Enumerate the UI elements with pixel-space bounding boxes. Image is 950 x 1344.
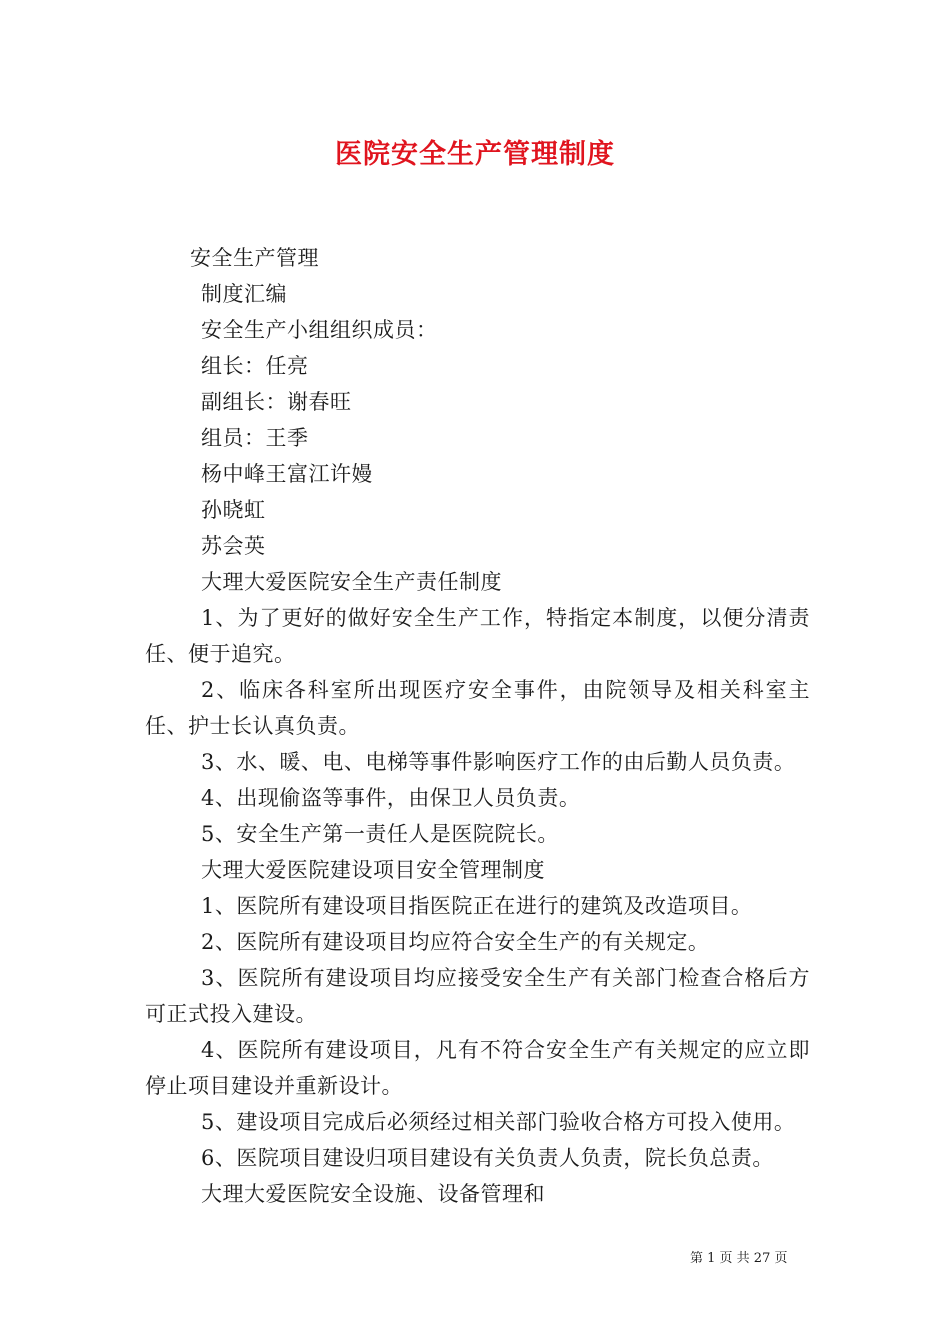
- team-leader: 组长：任亮: [201, 354, 309, 378]
- policy-paragraph: 5、建设项目完成后必须经过相关部门验收合格方可投入使用。: [201, 1110, 796, 1134]
- policy-paragraph: 6、医院项目建设归项目建设有关负责人负责，院长负总责。: [201, 1146, 774, 1170]
- team-heading: 安全生产小组组织成员：: [201, 318, 438, 342]
- policy-paragraph: 4、医院所有建设项目，凡有不符合安全生产有关规定的应立即停止项目建设并重新设计。: [145, 1038, 810, 1098]
- page-number: 第 1 页 共 27 页: [690, 1251, 788, 1266]
- subheading: 制度汇编: [201, 282, 287, 306]
- team-member: 孙晓虹: [201, 498, 266, 522]
- policy-paragraph: 5、安全生产第一责任人是医院院长。: [201, 822, 559, 846]
- policy-heading: 大理大爱医院建设项目安全管理制度: [201, 858, 545, 882]
- policy-paragraph: 2、医院所有建设项目均应符合安全生产的有关规定。: [201, 930, 710, 954]
- team-member: 杨中峰王富江许嫚: [201, 462, 373, 486]
- team-member: 组员：王季: [201, 426, 309, 450]
- policy-heading: 大理大爱医院安全生产责任制度: [201, 570, 502, 594]
- team-deputy-leader: 副组长：谢春旺: [201, 390, 352, 414]
- policy-paragraph: 3、医院所有建设项目均应接受安全生产有关部门检查合格后方可正式投入建设。: [145, 966, 810, 1026]
- policy-paragraph: 1、为了更好的做好安全生产工作，特指定本制度，以便分清责任、便于追究。: [145, 606, 810, 666]
- document-title: 医院安全生产管理制度: [335, 139, 615, 170]
- team-member: 苏会英: [201, 534, 266, 558]
- policy-paragraph: 1、医院所有建设项目指医院正在进行的建筑及改造项目。: [201, 894, 753, 918]
- policy-paragraph: 4、出现偷盗等事件，由保卫人员负责。: [201, 786, 581, 810]
- document-body: [145, 240, 810, 1212]
- section-heading: 安全生产管理: [190, 246, 319, 270]
- policy-heading: 大理大爱医院安全设施、设备管理和: [201, 1182, 545, 1206]
- policy-paragraph: 2、临床各科室所出现医疗安全事件，由院领导及相关科室主任、护士长认真负责。: [145, 678, 810, 738]
- policy-paragraph: 3、水、暖、电、电梯等事件影响医疗工作的由后勤人员负责。: [201, 750, 796, 774]
